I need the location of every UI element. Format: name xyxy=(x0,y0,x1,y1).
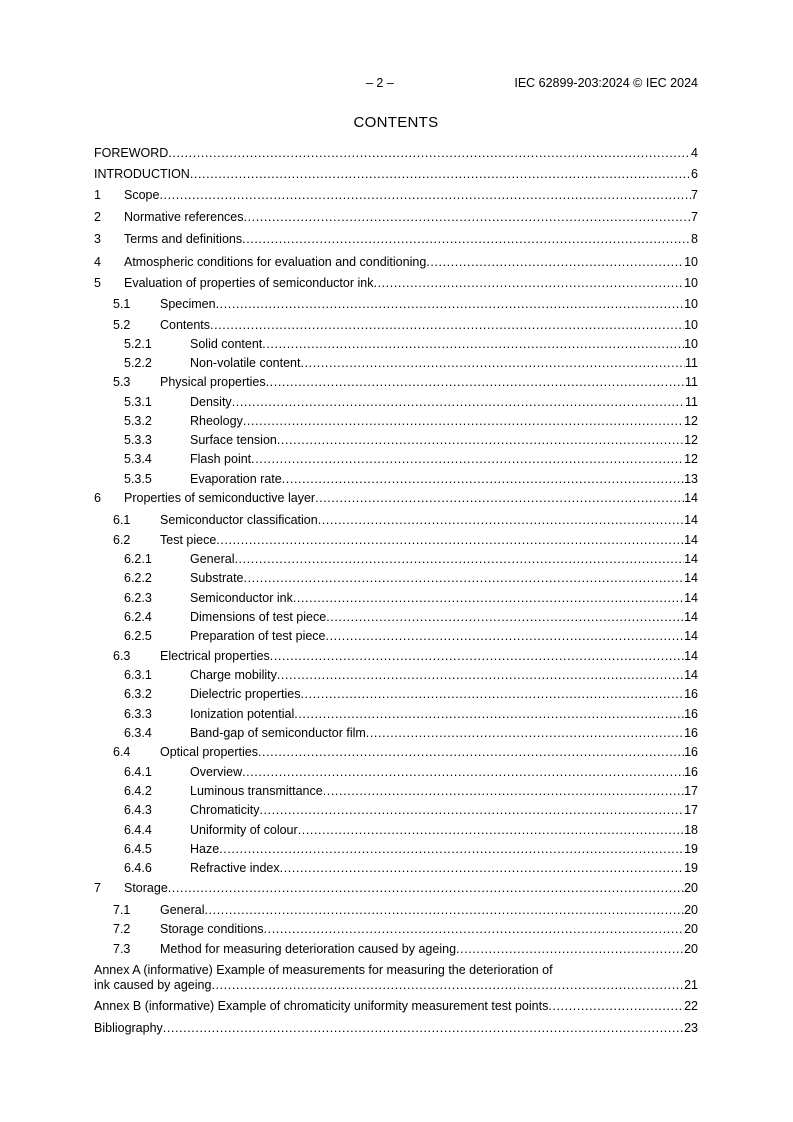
toc-entry[interactable] xyxy=(94,841,698,857)
toc-entry-title: Semiconductor ink xyxy=(190,591,293,605)
toc-entry[interactable] xyxy=(94,471,698,487)
toc-entry[interactable] xyxy=(94,374,698,390)
dot-leader xyxy=(548,998,684,1014)
toc-entry-number: 5.2.2 xyxy=(124,356,152,370)
toc-entry-title: Density xyxy=(190,395,232,409)
toc-entry-title: Optical properties xyxy=(160,745,258,759)
toc-entry-title: Contents xyxy=(160,318,211,332)
toc-entry-number: 5.3.2 xyxy=(124,414,152,428)
toc-entry-page: 14 xyxy=(684,513,698,527)
dot-leader xyxy=(211,978,684,993)
toc-entry-number: 3 xyxy=(94,232,101,246)
toc-entry[interactable] xyxy=(94,166,698,182)
toc-entry-number: 6.3.3 xyxy=(124,707,152,721)
toc-entry-page: 14 xyxy=(684,533,698,547)
dot-leader xyxy=(159,187,691,203)
toc-entry-title: INTRODUCTION xyxy=(94,167,190,181)
toc-entry[interactable] xyxy=(94,880,698,896)
toc-entry-page: 11 xyxy=(685,356,698,370)
page-header xyxy=(94,76,698,92)
toc-entry[interactable] xyxy=(94,275,698,291)
toc-entry[interactable] xyxy=(94,686,698,702)
toc-entry-page: 17 xyxy=(684,784,698,798)
toc-entry[interactable] xyxy=(94,209,698,225)
dot-leader xyxy=(216,296,685,312)
dot-leader xyxy=(168,145,691,161)
toc-entry-number: 6.4.5 xyxy=(124,842,152,856)
dot-leader xyxy=(243,413,684,429)
toc-entry-number: 6.2.2 xyxy=(124,571,152,585)
dot-leader xyxy=(190,166,691,182)
toc-entry-number: 7 xyxy=(94,881,101,895)
toc-entry-title: Storage conditions xyxy=(160,922,264,936)
toc-entry[interactable] xyxy=(94,609,698,625)
toc-entry-page: 22 xyxy=(684,999,698,1013)
dot-leader xyxy=(323,783,684,799)
toc-entry-number: 4 xyxy=(94,255,101,269)
toc-entry[interactable] xyxy=(94,451,698,467)
toc-entry-page: 23 xyxy=(684,1021,698,1035)
toc-entry-title: Storage xyxy=(124,881,168,895)
toc-entry[interactable] xyxy=(94,822,698,838)
toc-entry-title: Scope xyxy=(124,188,160,202)
page-number: – 2 – xyxy=(366,76,394,90)
toc-entry-page: 8 xyxy=(691,232,698,246)
toc-entry-page: 14 xyxy=(684,649,698,663)
contents-title: CONTENTS xyxy=(353,114,439,131)
toc-entry[interactable] xyxy=(94,336,698,352)
toc-entry[interactable] xyxy=(94,187,698,203)
toc-annex-entry[interactable] xyxy=(94,963,698,993)
dot-leader xyxy=(234,551,684,567)
toc-entry-title: Surface tension xyxy=(190,433,277,447)
toc-entry-number: 6.4.3 xyxy=(124,803,152,817)
toc-entry-page: 20 xyxy=(684,942,698,956)
dot-leader xyxy=(259,802,684,818)
dot-leader xyxy=(242,764,684,780)
dot-leader xyxy=(242,231,691,247)
toc-entry-title: Refractive index xyxy=(190,861,280,875)
dot-leader xyxy=(373,275,684,291)
toc-entry[interactable] xyxy=(94,628,698,644)
toc-entry-title: Luminous transmittance xyxy=(190,784,323,798)
dot-leader xyxy=(219,841,684,857)
toc-entry-page: 12 xyxy=(684,414,698,428)
dot-leader xyxy=(216,532,684,548)
dot-leader xyxy=(426,254,684,270)
dot-leader xyxy=(232,394,685,410)
toc-entry-number: 5.3 xyxy=(113,375,131,389)
toc-entry-number: 6.2.5 xyxy=(124,629,152,643)
toc-entry[interactable] xyxy=(94,744,698,760)
toc-entry-number: 5.3.1 xyxy=(124,395,152,409)
standard-reference: IEC 62899-203:2024 © IEC 2024 xyxy=(514,76,698,90)
toc-entry-number: 6.3 xyxy=(113,649,131,663)
toc-entry[interactable] xyxy=(94,725,698,741)
toc-entry-page: 13 xyxy=(684,472,698,486)
toc-entry-page: 16 xyxy=(684,687,698,701)
toc-entry-page: 14 xyxy=(684,629,698,643)
toc-entry-page: 17 xyxy=(684,803,698,817)
toc-entry-page: 16 xyxy=(684,726,698,740)
toc-entry[interactable] xyxy=(94,764,698,780)
toc-bibliography-entry[interactable] xyxy=(94,1020,698,1036)
toc-entry[interactable] xyxy=(94,648,698,664)
toc-entry-number: 6.3.2 xyxy=(124,687,152,701)
toc-entry-page: 20 xyxy=(684,881,698,895)
toc-entry-title: Semiconductor classification xyxy=(160,513,318,527)
toc-entry-page: 6 xyxy=(691,167,698,181)
toc-entry-number: 6.4.1 xyxy=(124,765,152,779)
toc-entry-page: 10 xyxy=(684,297,698,311)
toc-entry-number: 6.2.3 xyxy=(124,591,152,605)
toc-entry-title: Normative references xyxy=(124,210,244,224)
toc-entry-title: Test piece xyxy=(160,533,217,547)
toc-entry-title: Rheology xyxy=(190,414,243,428)
toc-entry[interactable] xyxy=(94,254,698,270)
dot-leader xyxy=(326,609,684,625)
toc-entry-number: 5.3.4 xyxy=(124,452,152,466)
dot-leader xyxy=(277,667,684,683)
toc-entry[interactable] xyxy=(94,317,698,333)
toc-entry-page: 10 xyxy=(684,255,698,269)
dot-leader xyxy=(204,902,684,918)
toc-entry-number: 6.3.4 xyxy=(124,726,152,740)
toc-entry-page: 14 xyxy=(684,571,698,585)
toc-entry-number: 6.3.1 xyxy=(124,668,152,682)
toc-entry[interactable] xyxy=(94,783,698,799)
dot-leader xyxy=(210,317,684,333)
toc-entry[interactable] xyxy=(94,802,698,818)
dot-leader xyxy=(163,1020,684,1036)
dot-leader xyxy=(294,706,684,722)
toc-entry-title: Method for measuring deterioration caused by ageing xyxy=(160,942,457,956)
dot-leader xyxy=(300,355,685,371)
toc-entry-title: Ionization potential xyxy=(190,707,295,721)
toc-entry-title: Flash point xyxy=(190,452,252,466)
toc-entry[interactable] xyxy=(94,355,698,371)
dot-leader xyxy=(266,374,685,390)
dot-leader xyxy=(300,686,684,702)
dot-leader xyxy=(315,490,684,506)
toc-entry-page: 7 xyxy=(691,188,698,202)
toc-entry-number: 1 xyxy=(94,188,101,202)
toc-entry-page: 4 xyxy=(691,146,698,160)
dot-leader xyxy=(262,336,684,352)
toc-entry-page: 14 xyxy=(684,591,698,605)
toc-entry[interactable] xyxy=(94,413,698,429)
toc-entry-title: Chromaticity xyxy=(190,803,260,817)
toc-entry-title: Substrate xyxy=(190,571,244,585)
toc-entry-title: Electrical properties xyxy=(160,649,270,663)
dot-leader xyxy=(366,725,684,741)
toc-entry-page: 20 xyxy=(684,903,698,917)
toc-entry-page: 10 xyxy=(684,337,698,351)
toc-entry-page: 12 xyxy=(684,433,698,447)
toc-entry-page: 19 xyxy=(684,861,698,875)
toc-entry-title: Evaporation rate xyxy=(190,472,282,486)
toc-entry-page: 11 xyxy=(685,375,698,389)
toc-entry[interactable] xyxy=(94,590,698,606)
toc-entry-page: 7 xyxy=(691,210,698,224)
toc-entry-number: 5.2 xyxy=(113,318,131,332)
toc-entry-title: Overview xyxy=(190,765,243,779)
annex-title: Annex B (informative) Example of chromaticity uniformity measurement test points xyxy=(94,999,549,1013)
toc-entry-page: 14 xyxy=(684,552,698,566)
toc-entry-title: Uniformity of colour xyxy=(190,823,298,837)
toc-entry-title: General xyxy=(160,903,205,917)
toc-entry-number: 7.3 xyxy=(113,942,131,956)
dot-leader xyxy=(244,209,692,225)
toc-entry-number: 5.3.5 xyxy=(124,472,152,486)
toc-entry-page: 20 xyxy=(684,922,698,936)
toc-annex-entry[interactable] xyxy=(94,998,698,1014)
toc-entry-page: 10 xyxy=(684,318,698,332)
toc-entry[interactable] xyxy=(94,551,698,567)
toc-entry-page: 10 xyxy=(684,276,698,290)
toc-entry-page: 14 xyxy=(684,491,698,505)
dot-leader xyxy=(251,451,684,467)
toc-entry[interactable] xyxy=(94,941,698,957)
toc-entry-title: Preparation of test piece xyxy=(190,629,326,643)
dot-leader xyxy=(277,432,684,448)
toc-entry-title: Evaluation of properties of semiconductor ink xyxy=(124,276,374,290)
toc-entry-title: Atmospheric conditions for evaluation and conditioning xyxy=(124,255,427,269)
annex-title-line2: ink caused by ageing xyxy=(94,978,212,992)
dot-leader xyxy=(244,570,685,586)
toc-entry-page: 16 xyxy=(684,745,698,759)
toc-entry-number: 5.3.3 xyxy=(124,433,152,447)
toc-entry-number: 6.4.2 xyxy=(124,784,152,798)
toc-entry-page: 11 xyxy=(685,395,698,409)
toc-entry-page: 19 xyxy=(684,842,698,856)
toc-entry[interactable] xyxy=(94,394,698,410)
toc-entry-number: 5.1 xyxy=(113,297,131,311)
toc-entry-title: Non-volatile content xyxy=(190,356,301,370)
toc-entry[interactable] xyxy=(94,921,698,937)
toc-entry[interactable] xyxy=(94,570,698,586)
toc-entry-page: 21 xyxy=(684,978,698,992)
toc-entry[interactable] xyxy=(94,667,698,683)
toc-entry-number: 6.2.1 xyxy=(124,552,152,566)
toc-entry-page: 16 xyxy=(684,707,698,721)
toc-entry-title: General xyxy=(190,552,235,566)
toc-entry[interactable] xyxy=(94,490,698,506)
dot-leader xyxy=(168,880,684,896)
toc-entry-page: 16 xyxy=(684,765,698,779)
toc-entry-title: Band-gap of semiconductor film xyxy=(190,726,366,740)
toc-entry-number: 6.4.6 xyxy=(124,861,152,875)
toc-entry-number: 6.4 xyxy=(113,745,131,759)
toc-entry-title: Specimen xyxy=(160,297,216,311)
dot-leader xyxy=(326,628,685,644)
toc-entry-number: 6.4.4 xyxy=(124,823,152,837)
toc-entry[interactable] xyxy=(94,296,698,312)
toc-entry-title: Dielectric properties xyxy=(190,687,301,701)
dot-leader xyxy=(264,921,685,937)
toc-entry-title: Properties of semiconductive layer xyxy=(124,491,316,505)
dot-leader xyxy=(258,744,684,760)
dot-leader xyxy=(280,860,684,876)
toc-entry-number: 7.1 xyxy=(113,903,131,917)
toc-entry[interactable] xyxy=(94,902,698,918)
toc-entry[interactable] xyxy=(94,145,698,161)
annex-title: Bibliography xyxy=(94,1021,163,1035)
dot-leader xyxy=(293,590,684,606)
toc-entry-page: 18 xyxy=(684,823,698,837)
toc-entry-title: Dimensions of test piece xyxy=(190,610,327,624)
annex-title-line1: Annex A (informative) Example of measurements for measuring the deterioration of xyxy=(94,963,553,977)
dot-leader xyxy=(456,941,684,957)
toc-entry[interactable] xyxy=(94,532,698,548)
toc-entry-title: Charge mobility xyxy=(190,668,277,682)
toc-entry[interactable] xyxy=(94,706,698,722)
toc-entry-title: Haze xyxy=(190,842,220,856)
toc-entry-page: 12 xyxy=(684,452,698,466)
toc-entry-number: 7.2 xyxy=(113,922,131,936)
toc-entry-number: 5.2.1 xyxy=(124,337,152,351)
toc-entry-title: Terms and definitions xyxy=(124,232,243,246)
dot-leader xyxy=(318,512,684,528)
toc-entry-title: Solid content xyxy=(190,337,263,351)
toc-entry-title: FOREWORD xyxy=(94,146,169,160)
toc-entry[interactable] xyxy=(94,512,698,528)
toc-entry-page: 14 xyxy=(684,668,698,682)
toc-entry-number: 6 xyxy=(94,491,101,505)
dot-leader xyxy=(270,648,684,664)
toc-entry-number: 5 xyxy=(94,276,101,290)
dot-leader xyxy=(282,471,684,487)
toc-entry[interactable] xyxy=(94,432,698,448)
toc-entry-page: 14 xyxy=(684,610,698,624)
toc-entry[interactable] xyxy=(94,231,698,247)
toc-entry-number: 6.2 xyxy=(113,533,131,547)
toc-entry-title: Physical properties xyxy=(160,375,266,389)
toc-entry-number: 6.1 xyxy=(113,513,131,527)
toc-entry-number: 6.2.4 xyxy=(124,610,152,624)
toc-entry-number: 2 xyxy=(94,210,101,224)
toc-entry[interactable] xyxy=(94,860,698,876)
dot-leader xyxy=(298,822,684,838)
